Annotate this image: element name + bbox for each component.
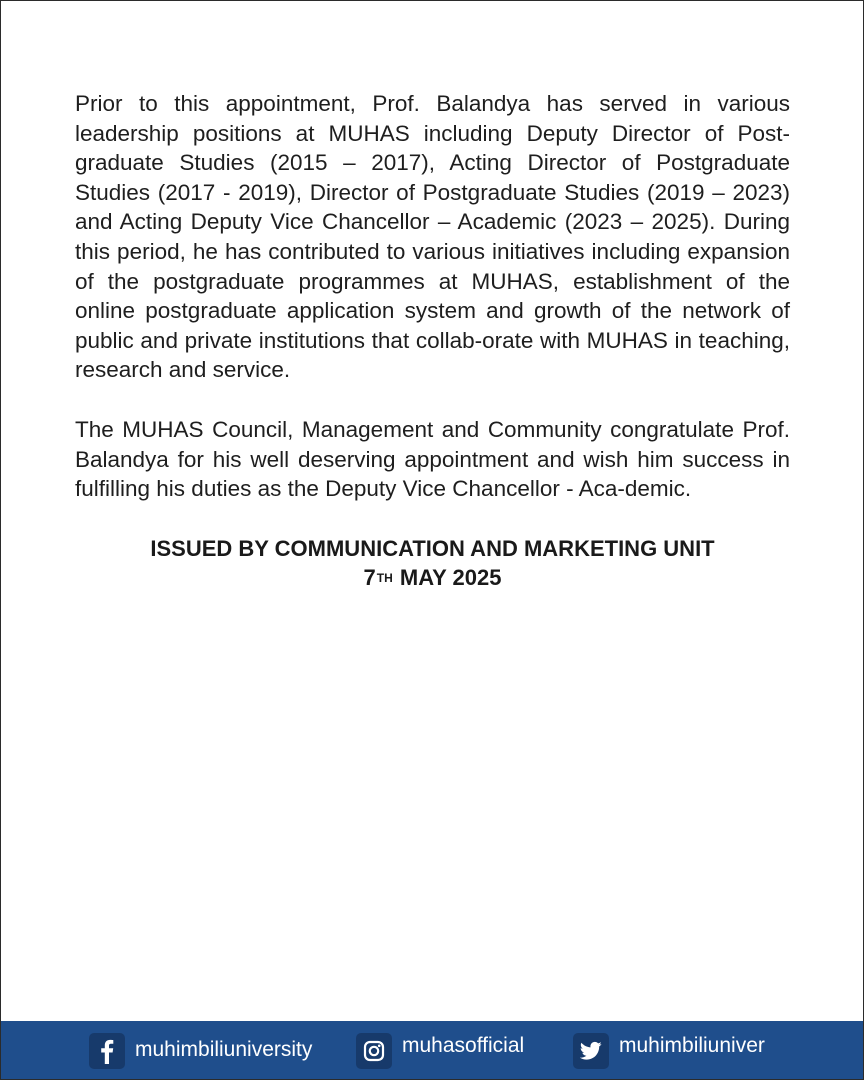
facebook-link[interactable] (89, 1033, 312, 1069)
paragraph-congratulations: The MUHAS Council, Management and Community congratulate Prof. Balandya for his well deserving appointment and wish him success in fulfilling his duties as the Deputy Vice Chancellor - Aca-demic. (75, 416, 790, 502)
paragraph-appointment-history: Prior to this appointment, Prof. Balandya has served in various leadership positions at MUHAS including Deputy Director of Post-graduate Studies (2015 – 2017), Acting Director of Postgraduate Studies (2017 - 2019), Director of Postgraduate Studies (2019 – 2023) and Acting Deputy Vice Chancellor – Academic (2023 – 2025). During this period, he has contributed to various initiatives including expansion of the postgraduate programmes at MUHAS, establishment of the online postgraduate application system and growth of the network of public and private institutions that collab-orate with MUHAS in teaching, research and service. (75, 91, 790, 383)
twitter-icon (573, 1033, 609, 1069)
issue-date-suffix: TH (376, 570, 393, 585)
instagram-icon (356, 1033, 392, 1069)
press-release-body (75, 89, 790, 592)
facebook-icon (89, 1033, 125, 1069)
issue-date-rest: MAY 2025 (399, 564, 502, 590)
issued-by-block (75, 534, 790, 592)
twitter-link[interactable] (573, 1033, 765, 1069)
twitter-handle: muhimbiliuniver (619, 1034, 765, 1057)
social-footer (1, 1021, 863, 1079)
issued-by-line: ISSUED BY COMMUNICATION AND MARKETING UNIT (150, 535, 715, 561)
issue-date-day: 7 (363, 564, 376, 590)
issue-date (75, 563, 790, 592)
facebook-handle: muhimbiliuniversity (135, 1038, 313, 1061)
instagram-handle: muhasofficial (402, 1034, 525, 1057)
instagram-link[interactable] (356, 1033, 524, 1069)
